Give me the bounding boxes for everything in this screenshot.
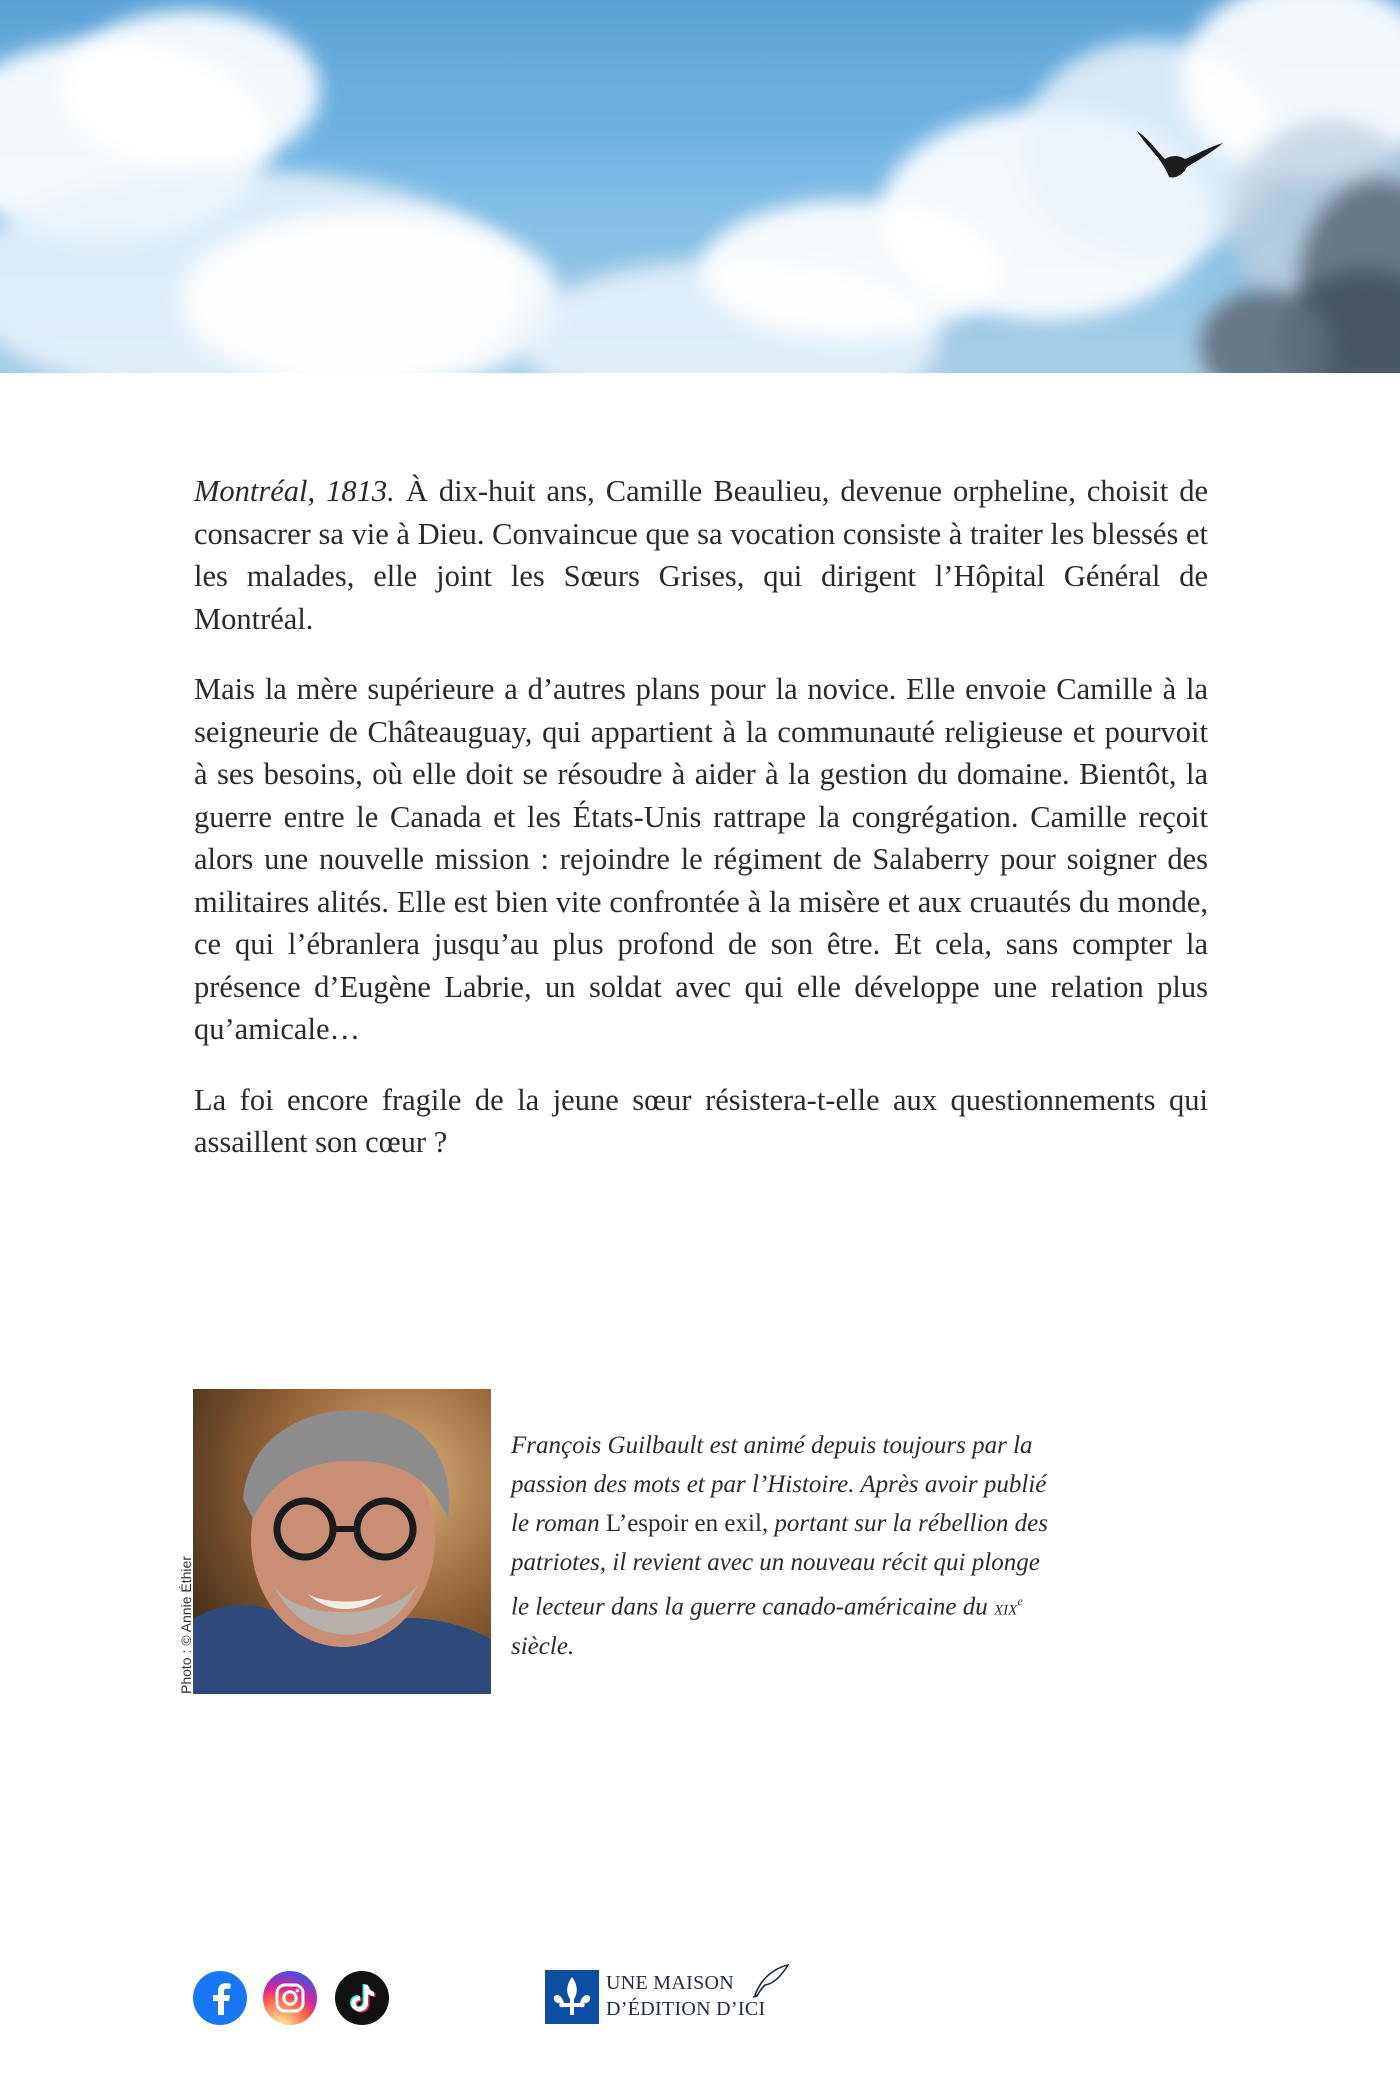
blurb-paragraph-1-text: À dix-huit ans, Camille Beaulieu, devenue orpheline, choisit de consacrer sa vie à Dieu. Convaincue que sa vocation consiste à traiter les blessés et les malades, elle joint les Sœurs Grises, qui dirigent l’Hôpital Général de Montréal. bbox=[194, 474, 1209, 636]
sky-cover-art bbox=[0, 0, 1400, 373]
fleur-de-lis-icon bbox=[545, 1970, 599, 2024]
instagram-icon[interactable] bbox=[263, 1971, 317, 2025]
blurb-paragraph-2: Mais la mère supérieure a d’autres plans pour la novice. Elle envoie Camille à la seigneurie de Châteauguay, qui appartient à la communauté religieuse et pourvoit à ses besoins, où elle doit se résoudre à aider à la gestion du domaine. Bientôt, la guerre entre le Canada et les États-Unis rattrape la congrégation. Camille reçoit alors une nouvelle mission : rejoindre le régiment de Salaberry pour soigner des militaires alités. Elle est bien vite confrontée à la misère et aux cruautés du monde, ce qui l’ébranlera jusqu’au plus profond de son être. Et cela, sans compter la présence d’Eugène Labrie, un soldat avec qui elle développe une relation plus qu’amicale… bbox=[194, 672, 1208, 1046]
author-bio bbox=[511, 1426, 1051, 1666]
publisher-line-2: D’ÉDITION D’ICI bbox=[606, 1998, 766, 2020]
blurb-place-date: Montréal, 1813. bbox=[194, 474, 395, 508]
facebook-icon[interactable] bbox=[193, 1971, 247, 2025]
bio-text-1: François Guilbault est animé depuis toujours par la passion des mots et par l’Histoire. Après avoir publié le roman bbox=[511, 1432, 1047, 1537]
quill-icon bbox=[750, 1964, 790, 1998]
bio-book-title: L’espoir en exil bbox=[605, 1510, 762, 1537]
publisher-name bbox=[606, 1970, 765, 2022]
bio-century-sup: e bbox=[1017, 1594, 1023, 1608]
blurb-paragraph-1 bbox=[194, 470, 1208, 640]
publisher-line-1: UNE MAISON bbox=[606, 1972, 734, 1994]
author-photo bbox=[193, 1389, 491, 1694]
bio-text-2: , portant sur la rébellion des patriotes, il revient avec un nouveau récit qui plonge le lecteur dans la guerre canado-américaine du bbox=[511, 1510, 1048, 1621]
photo-credit: Photo : © Annie Éthier bbox=[178, 1556, 194, 1694]
tiktok-icon[interactable] bbox=[335, 1971, 389, 2025]
bird-icon bbox=[1135, 125, 1225, 185]
publisher-logo bbox=[545, 1968, 797, 2030]
book-blurb bbox=[194, 470, 1208, 1192]
bio-text-end: siècle. bbox=[511, 1633, 575, 1661]
bio-century: xix bbox=[993, 1595, 1018, 1620]
blurb-paragraph-3: La foi encore fragile de la jeune sœur résistera-t-elle aux questionnements qui assaillent son cœur ? bbox=[194, 1082, 1208, 1159]
